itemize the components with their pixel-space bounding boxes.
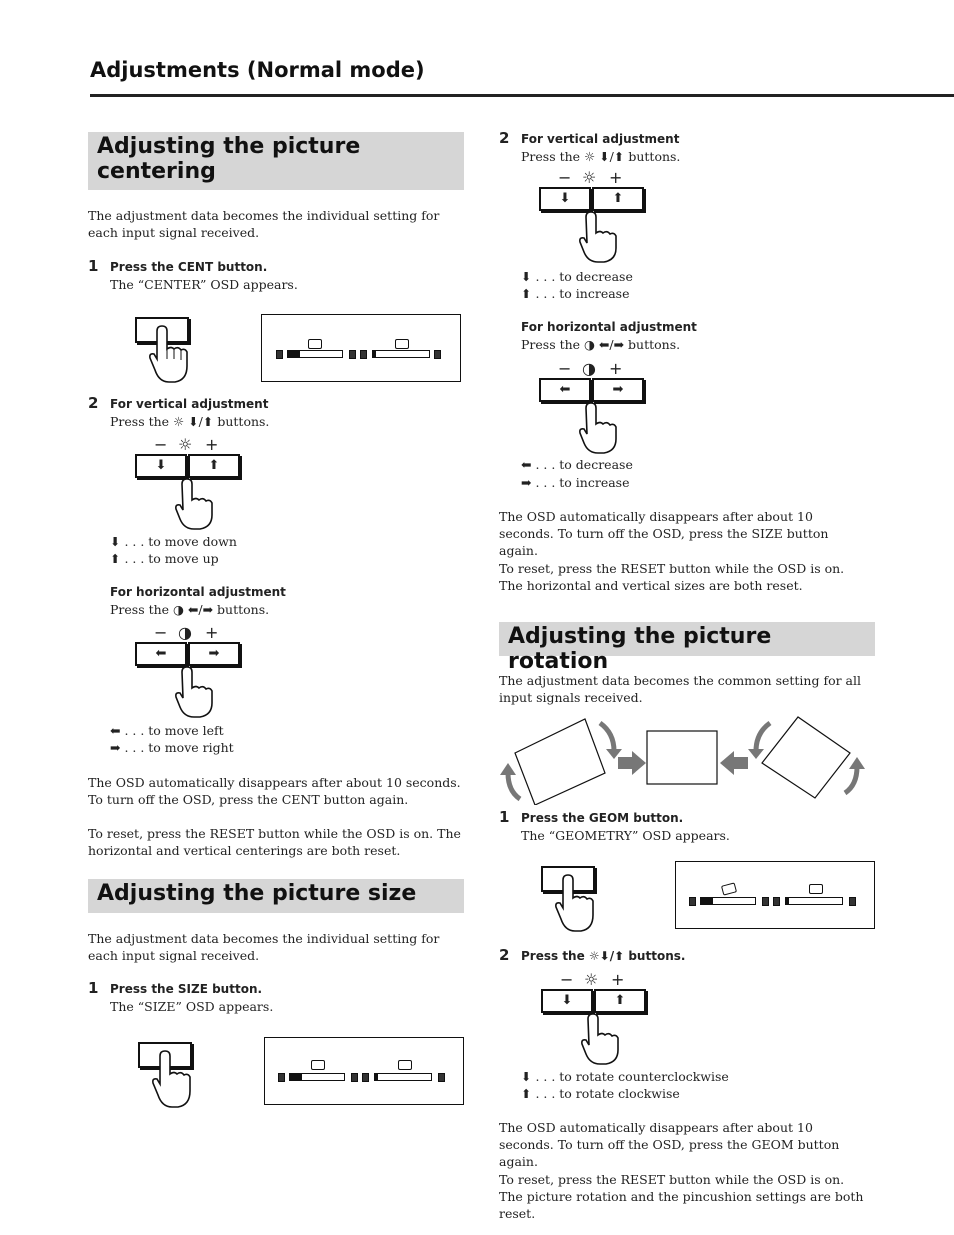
size-step1-label: Press the SIZE button. [110,982,263,996]
size-vertical-increase-hint: ⬆ . . . to increase [521,286,630,301]
size-horizontal-button-labels: − ◑ + [558,359,623,378]
centering-horizontal-press: Press the ◑ ⬅/➡ buttons. [110,602,270,617]
size-vertical-decrease-hint: ⬇ . . . to decrease [521,269,633,284]
rotation-buttons [541,989,645,1013]
size-heading: Adjusting the picture size [88,879,464,913]
centering-vertical-press: Press the ☼ ⬇/⬆ buttons. [110,414,270,429]
rotation-step1-desc: The “GEOMETRY” OSD appears. [521,828,730,843]
pressing-hand-icon [574,211,619,266]
size-horizontal-press: Press the ◑ ⬅/➡ buttons. [521,337,681,352]
rotation-note-reset: To reset, press the RESET button while the OSD is on. The picture rotation and the pincushion settings are both reset. [499,1172,864,1221]
centering-vertical-down-hint: ⬇ . . . to move down [110,534,237,549]
right-button[interactable]: ➡ [188,642,240,666]
centering-note-osd: The OSD automatically disappears after about 10 seconds. To turn off the OSD, press the CENT button again. [88,775,461,807]
center-osd-panel [261,314,461,382]
size-horizontal-increase-hint: ➡ . . . to increase [521,475,630,490]
centering-horizontal-right-hint: ➡ . . . to move right [110,740,234,755]
centering-horizontal-buttons [135,642,239,666]
pincushion-icon [809,884,823,894]
up-button[interactable]: ⬆ [188,454,240,478]
rotation-button-labels: − ☼ + [560,970,625,989]
rotation-note-osd: The OSD automatically disappears after about 10 seconds. To turn off the OSD, press the GEOM button again. [499,1120,840,1169]
centering-step1-label: Press the CENT button. [110,260,268,274]
left-button[interactable]: ⬅ [135,642,187,666]
centering-vertical-buttons [135,454,239,478]
up-button[interactable]: ⬆ [594,989,646,1013]
size-step2-number: 2 [499,129,510,147]
centering-horizontal-button-labels: − ◑ + [154,623,219,642]
rotation-step2-label: Press the ☼⬇/⬆ buttons. [521,949,686,963]
pressing-hand-icon [170,666,215,721]
pressing-hand-icon [170,478,215,533]
size-step1-number: 1 [88,979,99,997]
upright-screen [647,731,717,784]
size-horizontal-buttons [539,378,643,402]
page-title: Adjustments (Normal mode) [90,58,425,82]
size-note-osd: The OSD automatically disappears after about 10 seconds. To turn off the OSD, press the SIZE button again. [499,509,829,558]
left-button[interactable]: ⬅ [539,378,591,402]
arrow-right-icon [618,751,646,775]
pressing-hand-icon [551,874,596,932]
down-button[interactable]: ⬇ [541,989,593,1013]
rotation-clockwise-hint: ⬆ . . . to rotate clockwise [521,1086,680,1101]
rotation-step2-number: 2 [499,946,510,964]
size-intro: The adjustment data becomes the individual setting for each input signal received. [88,931,440,963]
pressing-hand-icon [148,1050,193,1108]
centering-intro: The adjustment data becomes the individual setting for each input signal received. [88,208,440,240]
size-osd-panel [264,1037,464,1105]
size-horizontal-label: For horizontal adjustment [521,320,697,334]
rotation-diagram [500,713,870,805]
rotation-intro: The adjustment data becomes the common setting for all input signals received. [499,673,861,705]
centering-step2-number: 2 [88,394,99,412]
horizontal-center-icon [395,339,409,349]
centering-vertical-up-hint: ⬆ . . . to move up [110,551,219,566]
title-rule [90,94,954,97]
size-horizontal-decrease-hint: ⬅ . . . to decrease [521,457,633,472]
size-vertical-press: Press the ☼ ⬇/⬆ buttons. [521,149,681,164]
centering-horizontal-left-hint: ⬅ . . . to move left [110,723,224,738]
horizontal-size-icon [398,1060,412,1070]
centering-horizontal-label: For horizontal adjustment [110,585,286,599]
rotation-step1-label: Press the GEOM button. [521,811,684,825]
size-vertical-label: For vertical adjustment [521,132,680,146]
size-note-reset: To reset, press the RESET button while the OSD is on. The horizontal and vertical sizes are both reset. [499,561,845,593]
rotation-counterclockwise-hint: ⬇ . . . to rotate counterclockwise [521,1069,729,1084]
pressing-hand-icon [145,325,190,385]
rotated-right-screen [762,717,850,798]
right-button[interactable]: ➡ [592,378,644,402]
pressing-hand-icon [574,402,619,457]
size-vertical-buttons [539,187,643,211]
vertical-size-icon [311,1060,325,1070]
centering-note-reset: To reset, press the RESET button while the OSD is on. The horizontal and vertical centerings are both reset. [88,826,461,858]
rotation-icon [721,882,737,895]
size-vertical-button-labels: − ☼ + [558,168,623,187]
down-button[interactable]: ⬇ [135,454,187,478]
centering-vertical-label: For vertical adjustment [110,397,269,411]
centering-step1-number: 1 [88,257,99,275]
size-step1-desc: The “SIZE” OSD appears. [110,999,274,1014]
pressing-hand-icon [576,1013,621,1068]
vertical-center-icon [308,339,322,349]
geometry-osd-panel [675,861,875,929]
up-button[interactable]: ⬆ [592,187,644,211]
rotation-heading: Adjusting the picture rotation [499,622,875,656]
centering-vertical-button-labels: − ☼ + [154,435,219,454]
arrow-left-icon [720,751,748,775]
centering-step1-desc: The “CENTER” OSD appears. [110,277,298,292]
rotation-step1-number: 1 [499,808,510,826]
down-button[interactable]: ⬇ [539,187,591,211]
centering-heading: Adjusting the picture centering [88,132,464,190]
rotated-left-screen [515,719,605,805]
